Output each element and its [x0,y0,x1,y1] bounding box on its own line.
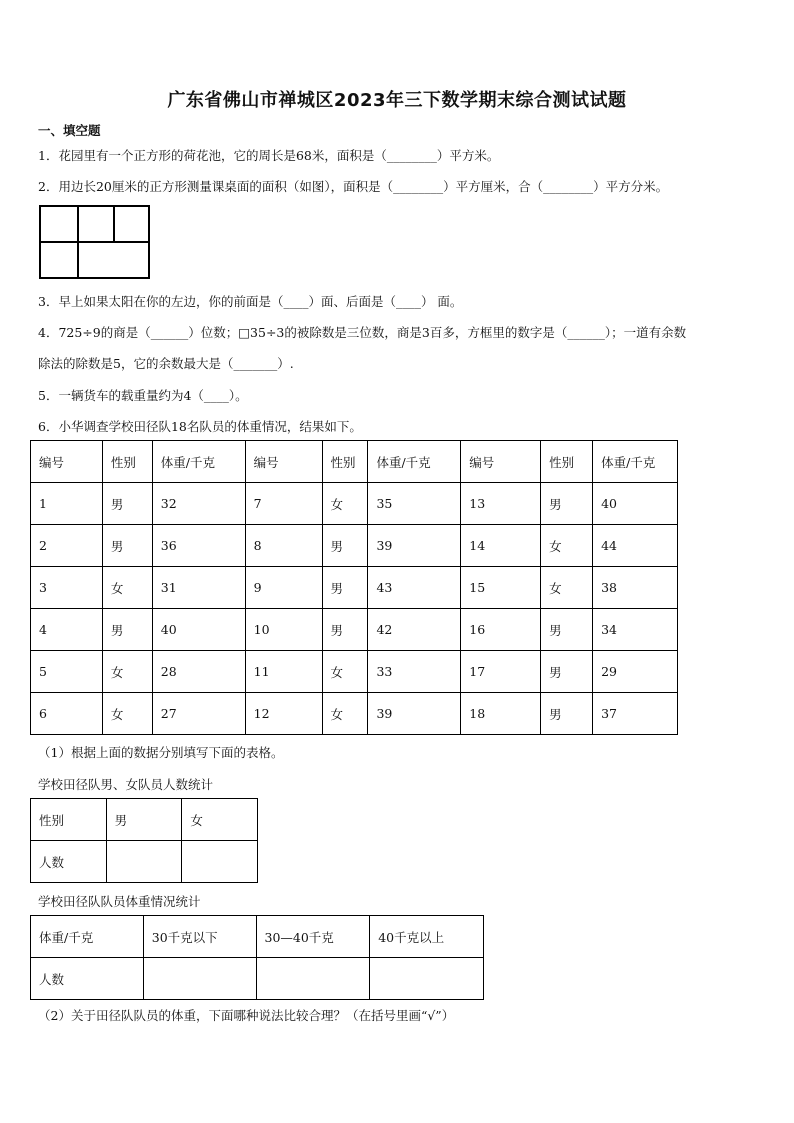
table-row [31,799,258,841]
table-cell: 女 [102,567,152,609]
header-cell: 30—40千克 [256,916,370,958]
table-cell: 42 [368,609,461,651]
table-row [31,525,678,567]
table-cell: 37 [593,693,678,735]
gender-table-caption: 学校田径队男、女队员人数统计 [38,777,214,792]
question-4-line-2: 除法的除数是5，它的余数最大是（_______）. [38,356,294,371]
table-row [31,916,484,958]
row-label-cell: 人数 [31,841,107,883]
table-cell: 男 [322,567,368,609]
answer-cell-female[interactable] [182,841,258,883]
table-row [31,693,678,735]
table-cell: 1 [31,483,103,525]
figure-line-vertical-right [113,207,115,241]
table-cell: 男 [102,525,152,567]
header-cell: 30千克以下 [143,916,256,958]
table-cell: 28 [152,651,245,693]
header-cell: 性别 [31,799,107,841]
table-cell: 9 [245,567,322,609]
table-cell: 35 [368,483,461,525]
weight-range-table [30,915,484,1000]
header-cell: 男 [106,799,182,841]
question-4-line-1: 4．725÷9的商是（______）位数；□35÷3的被除数是三位数，商是3百多，方框里的数字是（______）；一道有余数 [38,325,687,340]
header-cell: 性别 [102,441,152,483]
table-cell: 女 [102,651,152,693]
question-1: 1．花园里有一个正方形的荷花池，它的周长是68米，面积是（________）平方米。 [38,148,500,163]
table-cell: 6 [31,693,103,735]
header-cell: 性别 [322,441,368,483]
table-cell: 36 [152,525,245,567]
sub-question-1: （1）根据上面的数据分别填写下面的表格。 [38,745,284,760]
table-cell: 女 [541,567,593,609]
question-3: 3．早上如果太阳在你的左边，你的前面是（____）面、后面是（____） 面。 [38,294,463,309]
table-row [31,841,258,883]
answer-cell-30-40[interactable] [256,958,370,1000]
table-cell: 44 [593,525,678,567]
table-cell: 31 [152,567,245,609]
table-cell: 4 [31,609,103,651]
table-cell: 43 [368,567,461,609]
page-title: 广东省佛山市禅城区2023年三下数学期末综合测试试题 [167,90,627,111]
table-cell: 13 [461,483,541,525]
table-row [31,958,484,1000]
table-cell: 10 [245,609,322,651]
question-6: 6．小华调查学校田径队18名队员的体重情况，结果如下。 [38,419,362,434]
question-5: 5．一辆货车的载重量约为4（____）。 [38,388,248,403]
table-cell: 7 [245,483,322,525]
table-cell: 11 [245,651,322,693]
table-row [31,483,678,525]
table-cell: 39 [368,525,461,567]
table-row [31,567,678,609]
answer-cell-under-30[interactable] [143,958,256,1000]
sub-question-2: （2）关于田径队队员的体重，下面哪种说法比较合理？（在括号里画“√”） [38,1008,455,1023]
table-cell: 34 [593,609,678,651]
table-cell: 40 [152,609,245,651]
table-header-row [31,441,678,483]
table-cell: 女 [322,693,368,735]
gender-count-table [30,798,258,883]
row-label-cell: 人数 [31,958,144,1000]
table-cell: 40 [593,483,678,525]
table-cell: 32 [152,483,245,525]
section-heading-fill-blank: 一、填空题 [38,123,101,138]
weight-data-table [30,440,678,735]
table-cell: 12 [245,693,322,735]
table-cell: 女 [102,693,152,735]
square-tiling-figure [39,205,150,279]
header-cell: 编号 [31,441,103,483]
table-cell: 15 [461,567,541,609]
header-cell: 体重/千克 [368,441,461,483]
table-cell: 27 [152,693,245,735]
table-cell: 2 [31,525,103,567]
table-cell: 女 [322,483,368,525]
header-cell: 体重/千克 [593,441,678,483]
table-cell: 男 [102,483,152,525]
table-row [31,651,678,693]
header-cell: 性别 [541,441,593,483]
table-cell: 29 [593,651,678,693]
table-cell: 女 [322,651,368,693]
header-cell: 体重/千克 [152,441,245,483]
table-cell: 18 [461,693,541,735]
table-cell: 女 [541,525,593,567]
table-row [31,609,678,651]
table-cell: 33 [368,651,461,693]
table-cell: 男 [541,693,593,735]
answer-cell-male[interactable] [106,841,182,883]
table-cell: 16 [461,609,541,651]
table-cell: 5 [31,651,103,693]
table-cell: 男 [541,609,593,651]
answer-cell-over-40[interactable] [370,958,484,1000]
table-cell: 男 [541,651,593,693]
table-cell: 男 [541,483,593,525]
table-cell: 男 [322,609,368,651]
header-cell: 40千克以上 [370,916,484,958]
weight-table-caption: 学校田径队队员体重情况统计 [38,894,201,909]
header-cell: 编号 [245,441,322,483]
table-cell: 3 [31,567,103,609]
question-2: 2．用边长20厘米的正方形测量课桌面的面积（如图），面积是（________）平方厘米，合（________）平方分米。 [38,179,669,194]
table-cell: 39 [368,693,461,735]
figure-line-horizontal [41,241,148,243]
table-cell: 男 [322,525,368,567]
table-cell: 38 [593,567,678,609]
table-cell: 17 [461,651,541,693]
table-cell: 14 [461,525,541,567]
header-cell: 女 [182,799,258,841]
header-cell: 体重/千克 [31,916,144,958]
header-cell: 编号 [461,441,541,483]
table-cell: 男 [102,609,152,651]
table-cell: 8 [245,525,322,567]
figure-line-vertical-left [77,207,79,277]
